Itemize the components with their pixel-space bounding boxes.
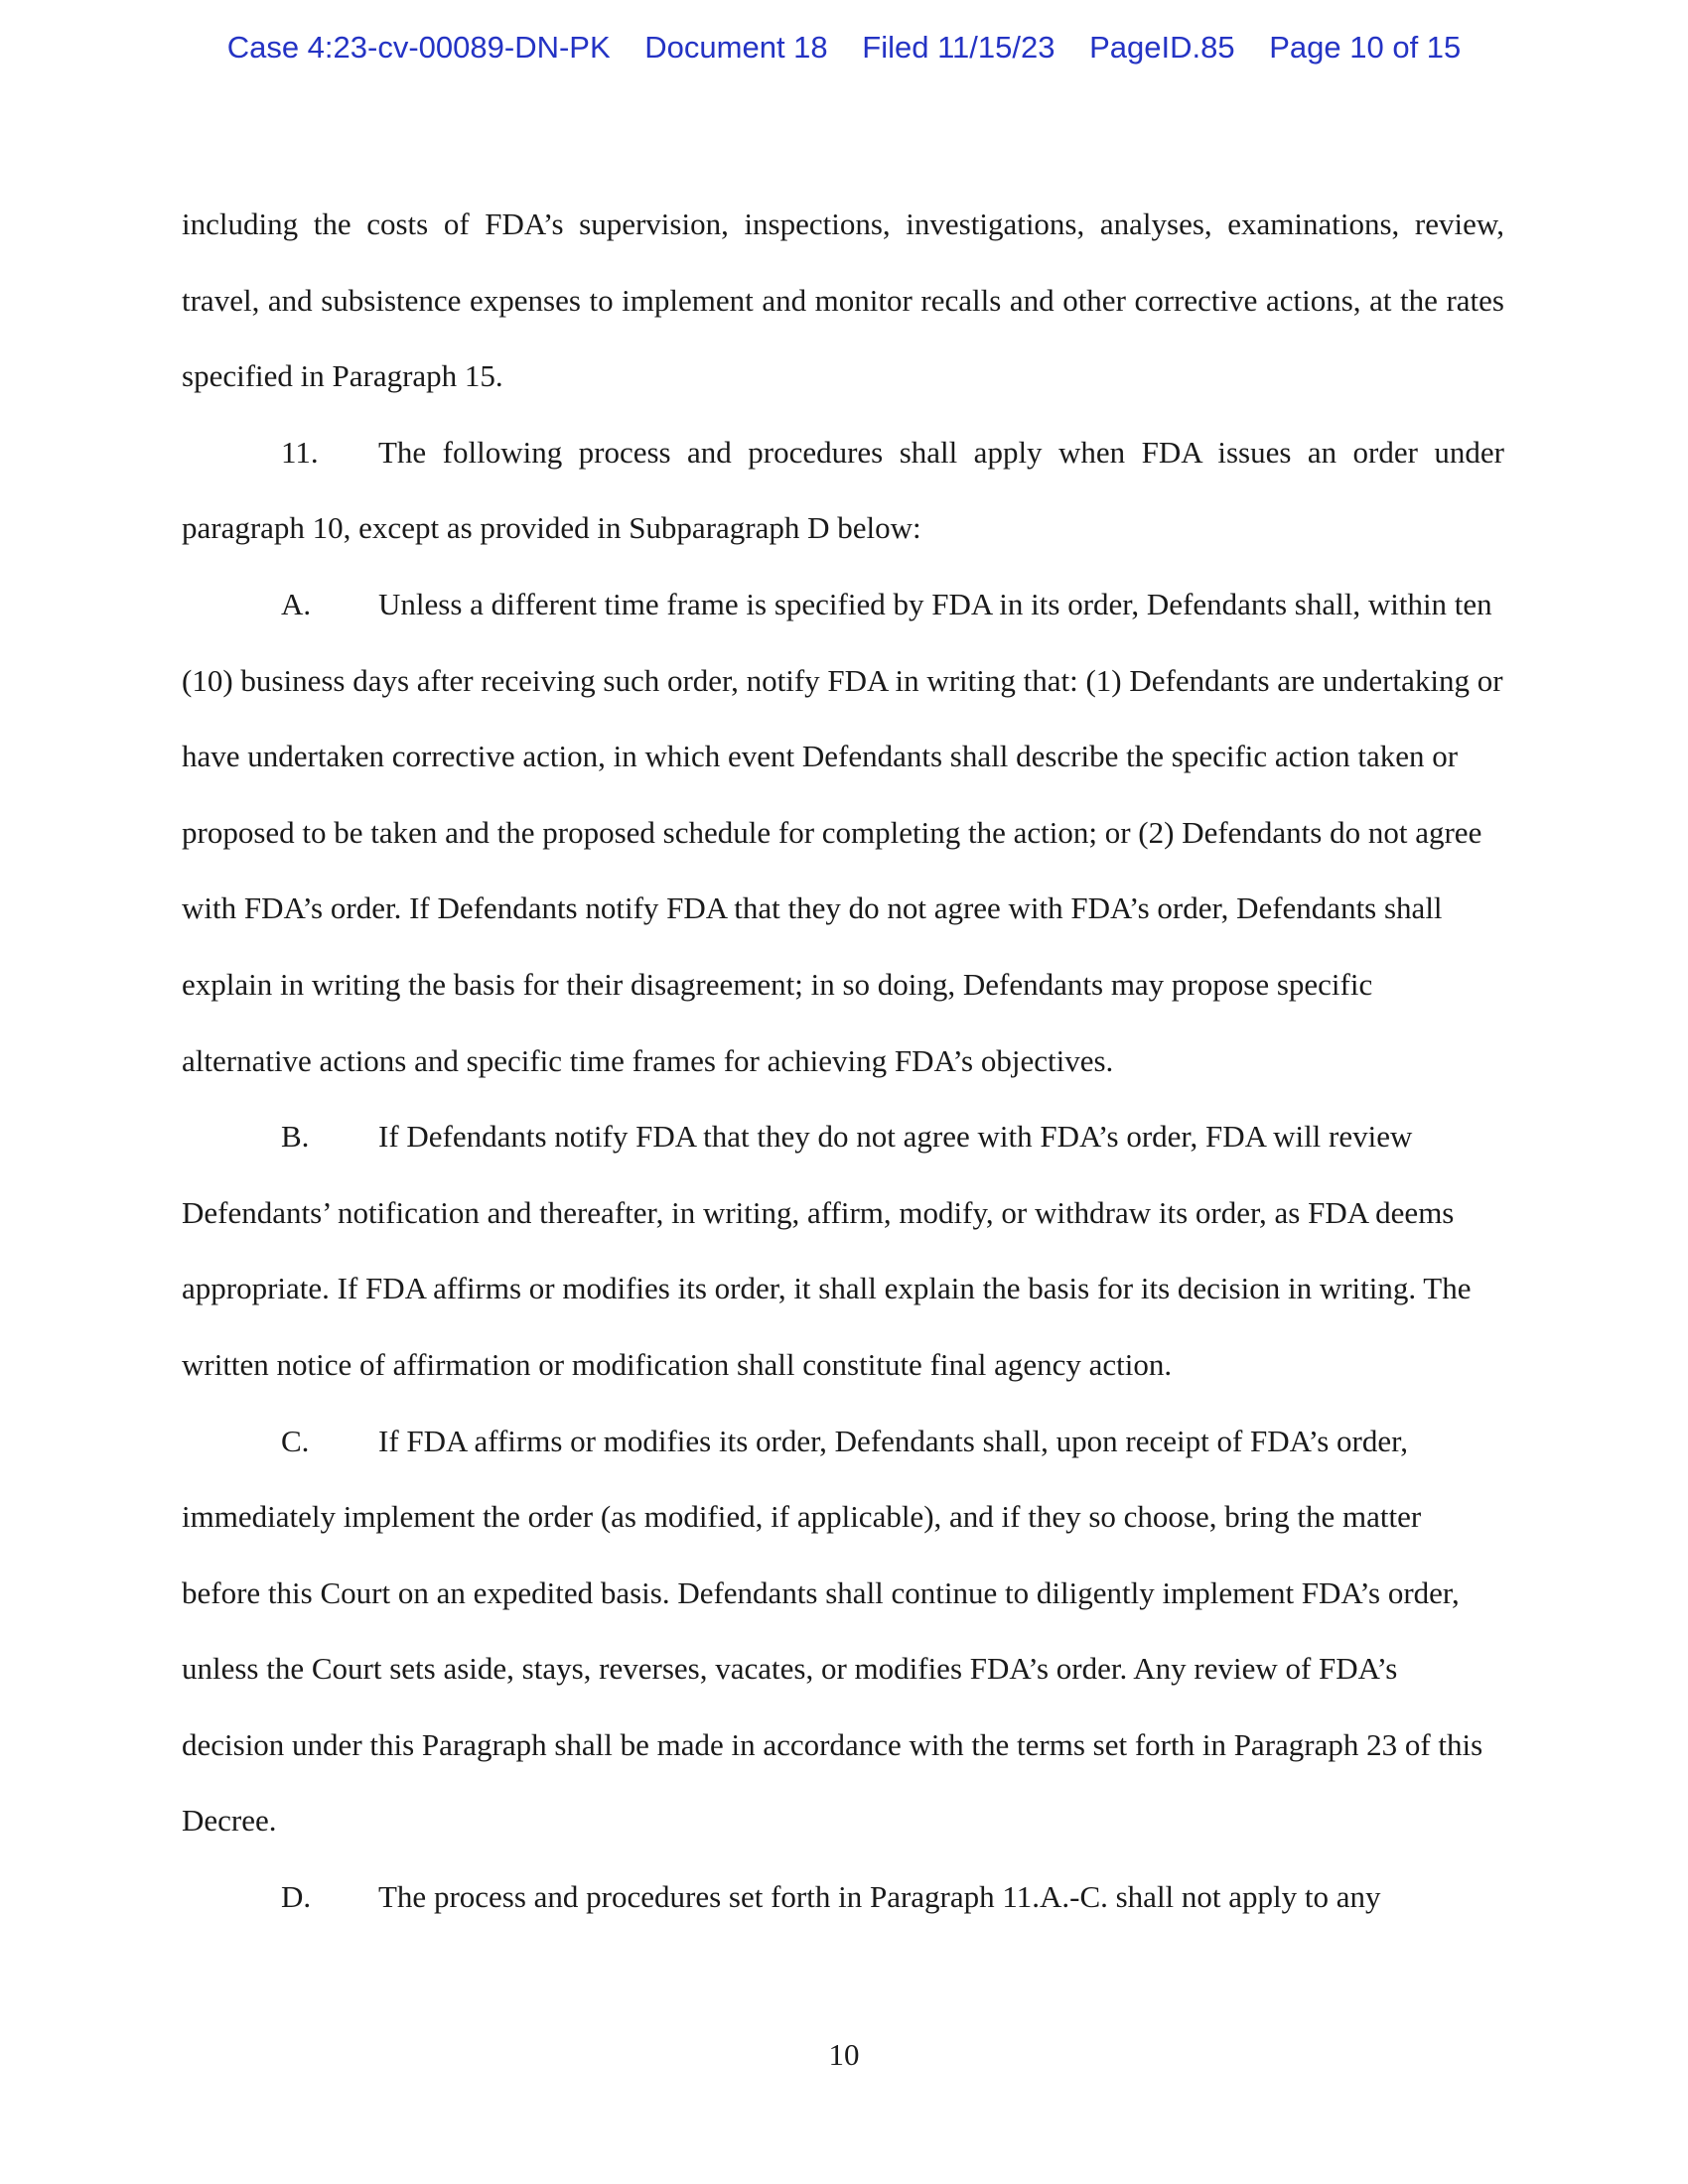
subparagraph-b [182, 1099, 1504, 1403]
paragraph-text: Unless a different time frame is specified by FDA in its order, Defendants shall, within ten (10) business days after receiving such order, notify FDA in writing that: (1) Defendants are undertaking or have undertaken corrective action, in which event Defendants shall describe the specific action taken or proposed to be taken and the proposed schedule for completing the action; or (2) Defendants do not agree with FDA’s order. If Defendants notify FDA that they do not agree with FDA’s order, Defendants shall explain in writing the basis for their disagreement; in so doing, Defendants may propose specific alternative actions and specific time frames for achieving FDA’s objectives. [182, 586, 1503, 1078]
paragraph-marker: B. [281, 1119, 310, 1155]
subparagraph-c [182, 1404, 1504, 1860]
paragraph-text: The following process and procedures shall apply when FDA issues an order under paragraph 10, except as provided in Subparagraph D below: [182, 434, 1504, 546]
subparagraph-a [182, 567, 1504, 1099]
filed-date: Filed 11/15/23 [862, 30, 1055, 65]
paragraph-text: The process and procedures set forth in Paragraph 11.A.-C. shall not apply to any [378, 1879, 1381, 1915]
paragraph-marker: 11. [281, 434, 319, 470]
case-number: Case 4:23-cv-00089-DN-PK [226, 30, 611, 65]
paragraph-marker: A. [281, 586, 312, 621]
paragraph-marker: C. [281, 1423, 310, 1458]
paragraph-text: including the costs of FDA’s supervision, inspections, investigations, analyses, examinations, review, travel, and subsistence expenses to implement and monitor recalls and other corrective actions, at the rates specified in Paragraph 15. [182, 206, 1504, 394]
paragraph-text: If Defendants notify FDA that they do not agree with FDA’s order, FDA will review Defendants’ notification and thereafter, in writing, affirm, modify, or withdraw its order, as FDA deems appropriate. If FDA affirms or modifies its order, it shall explain the basis for its decision in writing. The written notice of affirmation or modification shall constitute final agency action. [182, 1119, 1472, 1382]
paragraph-text: If FDA affirms or modifies its order, Defendants shall, upon receipt of FDA’s order, immediately implement the order (as modified, if applicable), and if they so choose, bring the matter before this Court on an expedited basis. Defendants shall continue to diligently implement FDA’s order, unless the Court sets aside, stays, reverses, vacates, or modifies FDA’s order. Any review of FDA’s decision under this Paragraph shall be made in accordance with the terms set forth in Paragraph 23 of this Decree. [182, 1423, 1483, 1839]
page-id: PageID.85 [1089, 30, 1235, 65]
paragraph-marker: D. [281, 1879, 312, 1915]
ecf-filing-header [0, 30, 1688, 66]
subparagraph-d [182, 1859, 1504, 1936]
body-text [182, 187, 1504, 1936]
document-number: Document 18 [644, 30, 828, 65]
page-count: Page 10 of 15 [1269, 30, 1462, 65]
paragraph-continuation [182, 187, 1504, 415]
paragraph-11 [182, 415, 1504, 567]
page-number: 10 [828, 2037, 860, 2072]
